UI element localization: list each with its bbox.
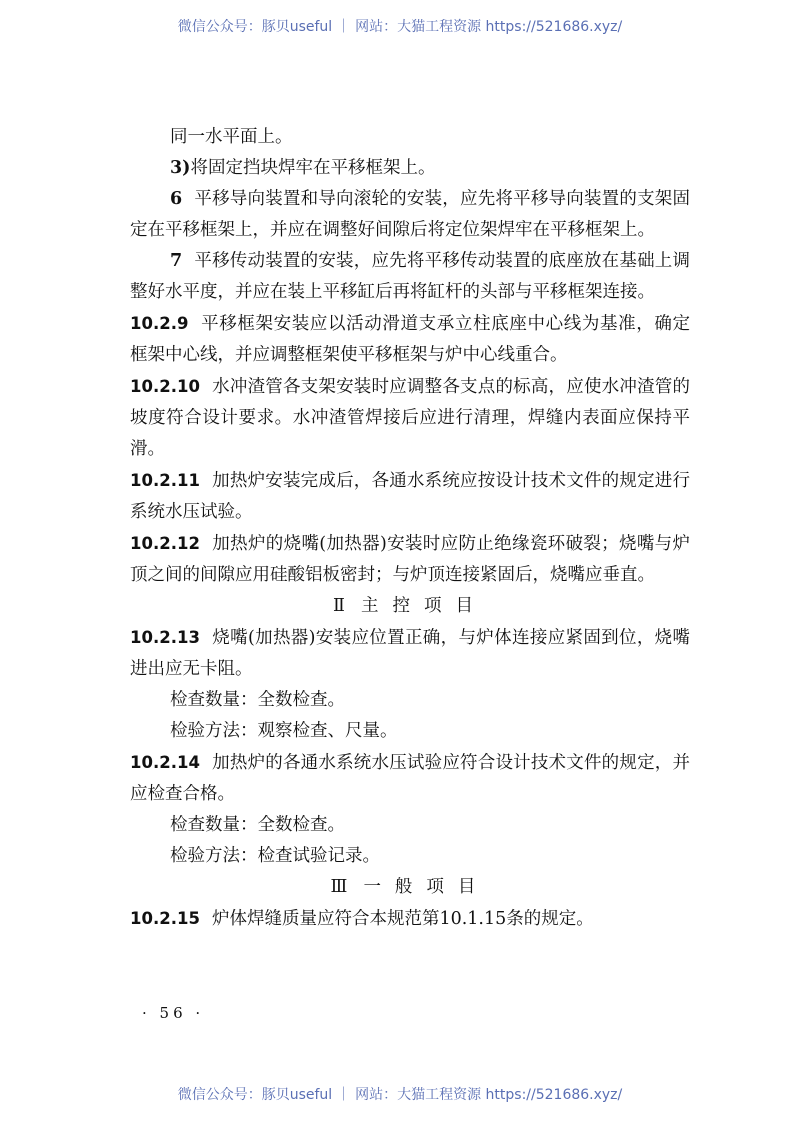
check-quantity xyxy=(130,810,690,841)
clause-10-2-11 xyxy=(130,465,690,528)
clause-10-2-14 xyxy=(130,747,690,810)
clause-10-2-13 xyxy=(130,622,690,685)
text: 水冲渣管各支架安装时应调整各支点的标高，应使水冲渣管的坡度符合设计要求。水冲渣管焊接后应进行清理，焊缝内表面应保持平滑。 xyxy=(130,377,690,459)
item-number: 3) xyxy=(170,158,191,178)
section-heading-general-items xyxy=(130,872,690,903)
clause-10-2-12 xyxy=(130,528,690,591)
text: 加热炉安装完成后，各通水系统应按设计技术文件的规定进行系统水压试验。 xyxy=(130,471,690,522)
text: 加热炉的各通水系统水压试验应符合设计技术文件的规定，并应检查合格。 xyxy=(130,753,690,804)
text: 同一水平面上。 xyxy=(170,127,293,147)
text: 加热炉的烧嘴(加热器)安装时应防止绝缘瓷环破裂；烧嘴与炉顶之间的间隙应用硅酸铝板密封；与炉顶连接紧固后，烧嘴应垂直。 xyxy=(130,534,690,585)
roman-numeral: Ⅱ xyxy=(333,596,345,616)
text: 平移传动装置的安装，应先将平移传动装置的底座放在基础上调整好水平度，并应在装上平移缸后再将缸杆的头部与平移框架连接。 xyxy=(130,251,690,302)
clause-number: 10.2.13 xyxy=(130,628,200,647)
check-method xyxy=(130,841,690,872)
item-number: 6 xyxy=(170,189,183,209)
heading-text: 主控项目 xyxy=(360,596,487,616)
text: 检验方法：检查试验记录。 xyxy=(170,846,380,866)
clause-number: 10.2.9 xyxy=(130,314,189,333)
text: 将固定挡块焊牢在平移框架上。 xyxy=(190,158,436,178)
text: 烧嘴(加热器)安装应位置正确，与炉体连接应紧固到位，烧嘴进出应无卡阻。 xyxy=(130,628,690,679)
section-heading-main-items xyxy=(130,591,690,622)
clause-number: 10.2.15 xyxy=(130,909,200,928)
clause-number: 10.2.10 xyxy=(130,377,200,396)
text: 炉体焊缝质量应符合本规范第10.1.15条的规定。 xyxy=(211,909,594,929)
text: 检验方法：观察检查、尺量。 xyxy=(170,721,398,741)
text: 检查数量：全数检查。 xyxy=(170,815,345,835)
text: 平移框架安装应以活动滑道支承立柱底座中心线为基准，确定框架中心线，并应调整框架使平移框架与炉中心线重合。 xyxy=(130,314,690,365)
document-body xyxy=(130,122,690,935)
text: 检查数量：全数检查。 xyxy=(170,690,345,710)
clause-10-2-15 xyxy=(130,903,690,935)
clause-number: 10.2.11 xyxy=(130,471,200,490)
clause-10-2-10 xyxy=(130,371,690,465)
watermark-bottom: 微信公众号：豚贝useful ｜ 网站：大猫工程资源 https://521686.xyz/ xyxy=(177,1087,623,1103)
heading-text: 一般项目 xyxy=(363,877,490,897)
check-method xyxy=(130,716,690,747)
roman-numeral: Ⅲ xyxy=(330,877,348,897)
watermark-top: 微信公众号：豚贝useful ｜ 网站：大猫工程资源 https://521686.xyz/ xyxy=(177,19,623,35)
paragraph-item-7 xyxy=(130,246,690,308)
page-number: · 56 · xyxy=(142,1004,205,1022)
check-quantity xyxy=(130,685,690,716)
paragraph xyxy=(130,122,690,153)
text: 平移导向装置和导向滚轮的安装，应先将平移导向装置的支架固定在平移框架上，并应在调整好间隙后将定位架焊牢在平移框架上。 xyxy=(130,189,690,240)
clause-number: 10.2.14 xyxy=(130,753,200,772)
paragraph xyxy=(130,153,690,184)
clause-number: 10.2.12 xyxy=(130,534,200,553)
paragraph-item-6 xyxy=(130,184,690,246)
item-number: 7 xyxy=(170,251,183,271)
clause-10-2-9 xyxy=(130,308,690,371)
